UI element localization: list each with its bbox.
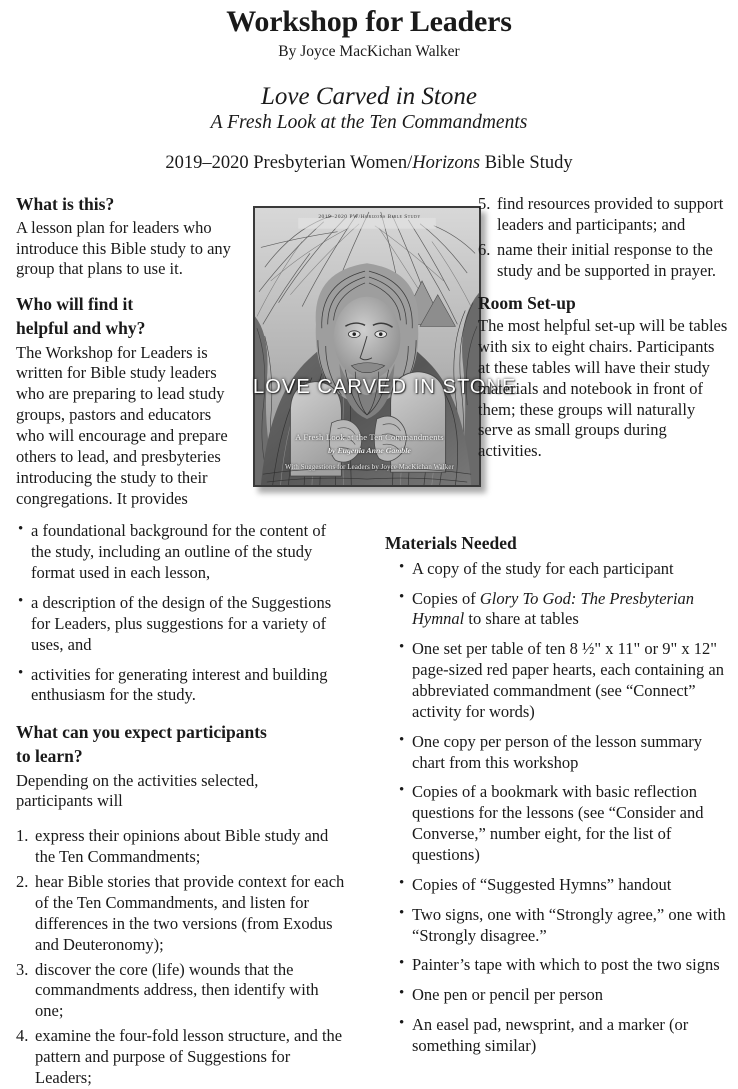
materials-bullet-list — [385, 559, 730, 1057]
study-title: Love Carved in Stone — [261, 82, 477, 110]
byline: By Joyce MacKichan Walker — [278, 43, 460, 61]
list-item: name their initial response to the study and be supported in prayer. — [497, 239, 717, 280]
list-item — [397, 905, 730, 947]
material-text-pre: One copy per person of the lesson summary chart from this workshop — [412, 731, 703, 772]
list-item: • a description of the design of the Suggestions for Leaders, plus suggestions for a variety of uses, and — [16, 593, 346, 656]
list-item: express their opinions about Bible study and the Ten Commandments; — [35, 826, 329, 867]
list-item: find resources provided to support leaders and participants; and — [497, 194, 724, 234]
list-item: discover the core (life) wounds that the commandments address, then identify with one; — [35, 959, 319, 1021]
material-text-pre: An easel pad, newsprint, and a marker (or something similar) — [412, 1015, 689, 1056]
material-text-pre: Copies of “Suggested Hymns” handout — [412, 874, 672, 894]
series-prefix: 2019–2020 Presbyterian Women/ — [165, 152, 413, 173]
list-item — [397, 985, 730, 1006]
section-heading-who-will-find-it-line2: helpful and why? — [16, 317, 146, 338]
right-column-upper — [478, 194, 728, 462]
study-subtitle: A Fresh Look at the Ten Commandments — [210, 112, 528, 134]
list-item: • a foundational background for the content of the study, including an outline of the study format used in each lesson, — [16, 521, 346, 584]
list-item: examine the four-fold lesson structure, and the pattern and purpose of Suggestions for Leaders; — [35, 1026, 343, 1087]
list-item — [397, 589, 730, 631]
learning-outcomes-list-continued — [478, 194, 728, 281]
material-text-post: to share at tables — [464, 609, 579, 629]
list-item — [397, 955, 730, 976]
provides-bullet-list — [16, 521, 346, 706]
section-heading-expect-participants-line1: What can you expect participants — [16, 722, 267, 743]
material-text-pre: Painter’s tape with which to post the two signs — [412, 955, 720, 975]
cover-series-banner: 2019–2020 PW/Horizons Bible Study — [318, 214, 421, 221]
series-italic: Horizons — [412, 152, 481, 173]
section-heading-what-is-this: What is this? — [16, 194, 115, 215]
room-setup-body: The most helpful set-up will be tables with six to eight chairs. Participants at these tables will have their study materials and notebook in front of them; these groups will naturally serve as small groups during activities. — [478, 316, 728, 461]
cover-title: LOVE CARVED IN STONE — [253, 376, 517, 399]
list-item: hear Bible stories that provide context for each of the Ten Commandments, and listen for differences in the two versions (from Exodus and Deuteronomy); — [35, 872, 345, 954]
section-heading-room-setup: Room Set-up — [478, 292, 576, 313]
list-item — [397, 732, 730, 774]
who-will-find-it-body: The Workshop for Leaders is written for Bible study leaders who are preparing to lead study groups, pastors and educators who will encourage and prepare others to lead, and presbyteries introducing the study to their congregations. It provides — [16, 342, 228, 508]
material-text-pre: Two signs, one with “Strongly agree,” one with “Strongly disagree.” — [412, 904, 726, 945]
list-item — [397, 782, 730, 865]
document-header — [0, 0, 738, 174]
section-heading-materials-needed: Materials Needed — [385, 533, 517, 554]
cover-subtitle: A Fresh Look at the Ten Commandments — [295, 432, 444, 443]
right-column-lower — [385, 533, 730, 1057]
list-item: • activities for generating interest and building enthusiasm for the study. — [16, 665, 346, 707]
series-line — [0, 152, 738, 174]
material-text-pre: Copies of a bookmark with basic reflection questions for the lessons (see “Consider and Converse,” number eight, for the list of questions) — [412, 782, 704, 865]
material-text-pre: One set per table of ten 8 ½" x 11" or 9" x 12" page-sized red paper hearts, each containing an abbreviated commandment (see “Connect” activity for words) — [412, 639, 724, 721]
section-heading-who-will-find-it-line1: Who will find it — [16, 294, 134, 315]
list-item — [397, 639, 730, 722]
cover-author: by Eugenia Anne Gamble — [328, 446, 411, 456]
expect-participants-body: Depending on the activities selected, participants will — [16, 770, 259, 811]
cover-leaders-note: With Suggestions for Leaders by Joyce MacKichan Walker — [285, 464, 454, 472]
page-title: Workshop for Leaders — [226, 5, 512, 38]
list-item — [397, 559, 730, 580]
list-item — [397, 1015, 730, 1057]
series-suffix: Bible Study — [480, 152, 573, 173]
section-heading-expect-participants-line2: to learn? — [16, 745, 83, 766]
material-text-pre: One pen or pencil per person — [412, 985, 604, 1005]
left-column — [16, 194, 346, 1089]
material-text-pre: A copy of the study for each participant — [412, 558, 674, 578]
material-text-pre: Copies of — [412, 588, 480, 608]
material-text-italic: Glory To God: The Presbyterian Hymnal — [412, 588, 695, 629]
learning-outcomes-list — [16, 826, 346, 1088]
list-item — [397, 875, 730, 896]
what-is-this-body: A lesson plan for leaders who introduce this Bible study to any group that plans to use it. — [16, 217, 231, 279]
